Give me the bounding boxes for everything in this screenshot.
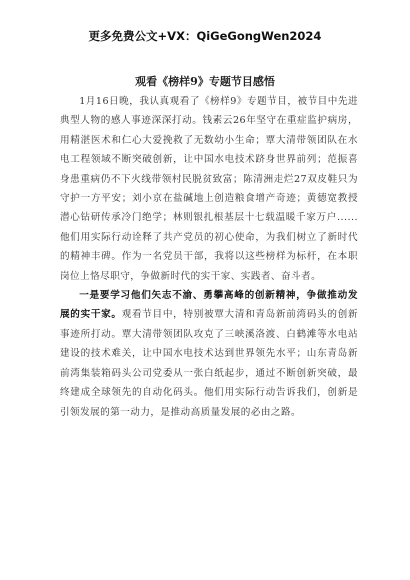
paragraph-1	[60, 92, 358, 286]
watermark-header: 更多免费公文+VX：QiGeGongWen2024	[88, 29, 322, 43]
paragraph-2	[60, 286, 358, 422]
paragraph-1-text: 1月16日晚，我认真观看了《榜样9》专题节目，被节目中先进典型人物的感人事迹深深打动。钱素云26年坚守在重症监护病房，用精湛医术和仁心大爱挽救了无数幼小生命；覃大清带领团队在水电工程领域不断突破创新，让中国水电技术跻身世界前列；范振喜身患重病仍不下火线带领村民脱贫致富；陈清洲走烂27双皮鞋只为守护一方平安；刘小京在盐碱地上创造粮食增产奇迹；黄德宽教授潜心钻研传承冷门绝学；林则银扎根基层十七载温暖千家万户......他们用实际行动诠释了共产党员的初心使命，为我们树立了新时代的精神丰碑。作为一名党员干部，我将以这些榜样为标杆，在本职岗位上恪尽职守，争做新时代的实干家、实践者、奋斗者。	[60, 96, 358, 282]
document-body	[60, 92, 358, 422]
document-title: 观看《榜样9》专题节目感悟	[135, 75, 275, 88]
paragraph-2-text: 观看节目中，特别被覃大清和青岛新前湾码头的创新事迹所打动。覃大清带领团队攻克了三峡溪洛渡、白鹤滩等水电站建设的技术难关，让中国水电技术达到世界领先水平；山东青岛新前湾集装箱码头公司党委从一张白纸起步，通过不断创新突破，最终建成全球领先的自动化码头。他们用实际行动告诉我们，创新是引领发展的第一动力，是推动高质量发展的必由之路。	[60, 309, 358, 418]
paragraph-2-lead: 一是要学习他们矢志不渝、勇攀高峰的创新精神，争做推动发展的实干家。	[60, 290, 358, 321]
